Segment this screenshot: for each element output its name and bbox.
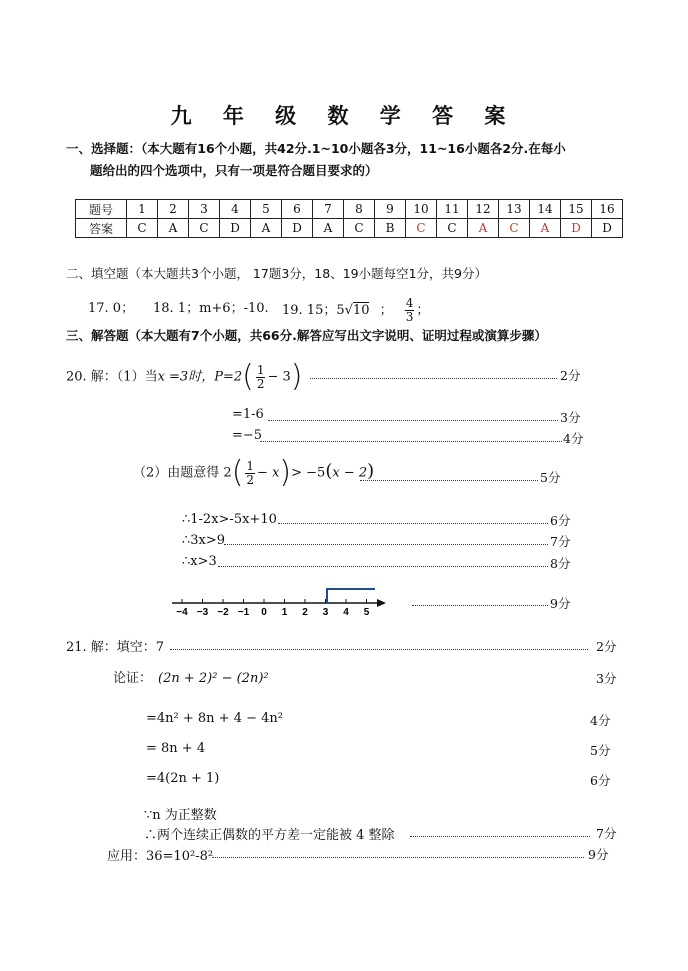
question-number-cell: 7 <box>313 200 344 219</box>
score-leader <box>218 566 548 567</box>
q20-condition: x =3时，P=2 <box>157 369 243 385</box>
answer-cell: D <box>282 219 313 238</box>
section1-heading-line2: 题给出的四个选项中，只有一项是符合题目要求的） <box>90 163 378 178</box>
number-line-ticks <box>176 599 369 618</box>
question-number-cell: 8 <box>344 200 375 219</box>
question-number-cell: 6 <box>282 200 313 219</box>
q21-score-3: 4分 <box>590 713 611 728</box>
q20-score-6: 7分 <box>550 534 571 549</box>
q21-line4: = 8n + 4 <box>146 741 206 756</box>
tick-label: 0 <box>261 607 267 618</box>
q20-score-3: 4分 <box>563 431 584 446</box>
q20-score-4: 5分 <box>540 470 561 485</box>
question-number-cell: 14 <box>530 200 561 219</box>
score-leader <box>170 649 588 650</box>
question-number-cell: 9 <box>375 200 406 219</box>
question-number-cell: 4 <box>220 200 251 219</box>
q20-part2 <box>133 455 375 490</box>
q20-part2-rhs-inner: x − 2 <box>332 465 368 481</box>
answer-cell: D <box>592 219 623 238</box>
q21-line1: 21. 解：填空：7 <box>66 640 165 655</box>
answer-cell: A <box>251 219 282 238</box>
q21-line2 <box>113 667 269 686</box>
answer-cell: C <box>406 219 437 238</box>
score-leader <box>410 836 590 837</box>
answer-cell: C <box>127 219 158 238</box>
score-leader <box>278 523 548 524</box>
row-label-question: 题号 <box>76 200 127 219</box>
answer-cell: A <box>530 219 561 238</box>
answer-19-fraction <box>405 297 415 324</box>
answer-cell: A <box>468 219 499 238</box>
right-paren: ) <box>367 460 375 482</box>
q20-score-8: 9分 <box>550 596 571 611</box>
score-leader <box>360 480 538 481</box>
tick-label: 3 <box>322 607 329 618</box>
number-line <box>170 582 395 618</box>
table-row-numbers <box>76 200 623 219</box>
tick-label: −1 <box>237 607 250 618</box>
question-number-cell: 16 <box>592 200 623 219</box>
tick-label: −3 <box>196 607 209 618</box>
q20-line3: =−5 <box>232 428 263 443</box>
q20-minus3: − 3 <box>267 369 291 385</box>
answer-cell: C <box>437 219 468 238</box>
answer-19-sep: ； <box>379 303 393 318</box>
score-leader <box>268 420 558 421</box>
question-number-cell: 3 <box>189 200 220 219</box>
fraction-denominator: 3 <box>405 310 414 324</box>
answer-cell: C <box>344 219 375 238</box>
score-leader <box>310 378 557 379</box>
q21-line3: =4n² + 8n + 4 − 4n² <box>146 711 283 726</box>
q21-expression: (2n + 2)² − (2n)² <box>158 671 269 686</box>
q21-score-5: 6分 <box>590 773 611 788</box>
tick-label: 1 <box>281 607 288 618</box>
q21-line7: ∴两个连续正偶数的平方差一定能被 4 整除 <box>144 828 395 843</box>
question-number-cell: 2 <box>158 200 189 219</box>
answer-cell: C <box>189 219 220 238</box>
q21-score-1: 2分 <box>596 639 617 654</box>
score-leader <box>212 857 584 858</box>
q20-part2-inner: − x <box>257 465 280 481</box>
tick-label: −4 <box>176 607 188 618</box>
tick-label: 4 <box>343 607 349 618</box>
q20-score-7: 8分 <box>550 556 571 571</box>
q21-line6: ∵n 为正整数 <box>144 808 217 823</box>
answer-cell: D <box>561 219 592 238</box>
question-number-cell: 1 <box>127 200 158 219</box>
q20-line5: ∴1-2x>-5x+10 <box>182 512 277 527</box>
table-row-answers <box>76 219 623 238</box>
half-fraction <box>256 364 266 391</box>
q20-line1 <box>66 359 303 394</box>
q20-line7: ∴x>3 <box>182 554 217 569</box>
answer-19 <box>282 297 429 324</box>
fraction-numerator: 1 <box>246 458 255 473</box>
right-paren: ) <box>290 359 303 394</box>
q20-part2-label: （2）由题意得 2 <box>133 465 232 481</box>
question-number-cell: 11 <box>437 200 468 219</box>
q21-score-2: 3分 <box>596 671 617 686</box>
row-label-answer: 答案 <box>76 219 127 238</box>
q20-score-5: 6分 <box>550 513 571 528</box>
answer-17: 17. 0； <box>88 301 135 316</box>
question-number-cell: 5 <box>251 200 282 219</box>
answer-19-end: ； <box>416 303 430 318</box>
q20-line6: ∴3x>9 <box>182 533 226 548</box>
q20-score-2: 3分 <box>560 410 581 425</box>
score-leader <box>224 544 548 545</box>
q21-score-4: 5分 <box>590 743 611 758</box>
left-paren: ( <box>231 455 244 490</box>
page-title: 九 年 级 数 学 答 案 <box>170 104 518 128</box>
fraction-denominator: 2 <box>246 472 255 487</box>
fraction-numerator: 1 <box>256 362 265 377</box>
fraction-denominator: 2 <box>256 376 265 391</box>
score-leader <box>260 441 562 442</box>
arrow-icon <box>377 599 386 607</box>
answer-18: 18. 1；m+6；-10. <box>153 301 269 316</box>
tick-label: 5 <box>363 607 370 618</box>
answer-19-text: 19. 15；5 <box>282 303 345 318</box>
question-number-cell: 13 <box>499 200 530 219</box>
q20-label: 20. 解：（1）当 <box>66 369 158 385</box>
answer-cell: D <box>220 219 251 238</box>
section1-heading: 一、选择题：（本大题有16个小题，共42分.1~10小题各3分，11~16小题各2分.在每小 <box>66 141 566 156</box>
tick-label: −2 <box>217 607 229 618</box>
q20-score-1: 2分 <box>560 368 581 383</box>
score-leader <box>412 605 548 606</box>
question-number-cell: 12 <box>468 200 499 219</box>
fraction-numerator: 4 <box>405 296 414 310</box>
answer-table <box>75 199 623 238</box>
sqrt-sign: √ <box>344 303 353 318</box>
answer-19-radicand: 10 <box>352 303 370 318</box>
right-paren: ) <box>279 455 292 490</box>
q21-line5: =4(2n + 1) <box>146 771 220 786</box>
q21-proof-label: 论证： <box>113 671 153 686</box>
question-number-cell: 15 <box>561 200 592 219</box>
section2-heading: 二、填空题（本大题共3个小题， 17题3分，18、19小题每空1分，共9分） <box>66 266 488 281</box>
left-paren: ( <box>325 460 333 482</box>
q21-line8: 应用：36=10²-8² <box>107 849 214 864</box>
q20-line2: =1-6 <box>232 407 264 422</box>
tick-label: 2 <box>302 607 308 618</box>
left-paren: ( <box>242 359 254 394</box>
answer-cell: B <box>375 219 406 238</box>
q21-score-7: 7分 <box>596 826 617 841</box>
solution-ray <box>327 589 375 603</box>
answer-cell: A <box>158 219 189 238</box>
q20-part2-rhs: > −5 <box>291 465 326 481</box>
answer-cell: A <box>313 219 344 238</box>
question-number-cell: 10 <box>406 200 437 219</box>
half-fraction <box>245 460 255 487</box>
answer-cell: C <box>499 219 530 238</box>
q21-score-8: 9分 <box>588 847 609 862</box>
section3-heading: 三、解答题（本大题有7个小题，共66分.解答应写出文字说明、证明过程或演算步骤） <box>66 328 547 343</box>
